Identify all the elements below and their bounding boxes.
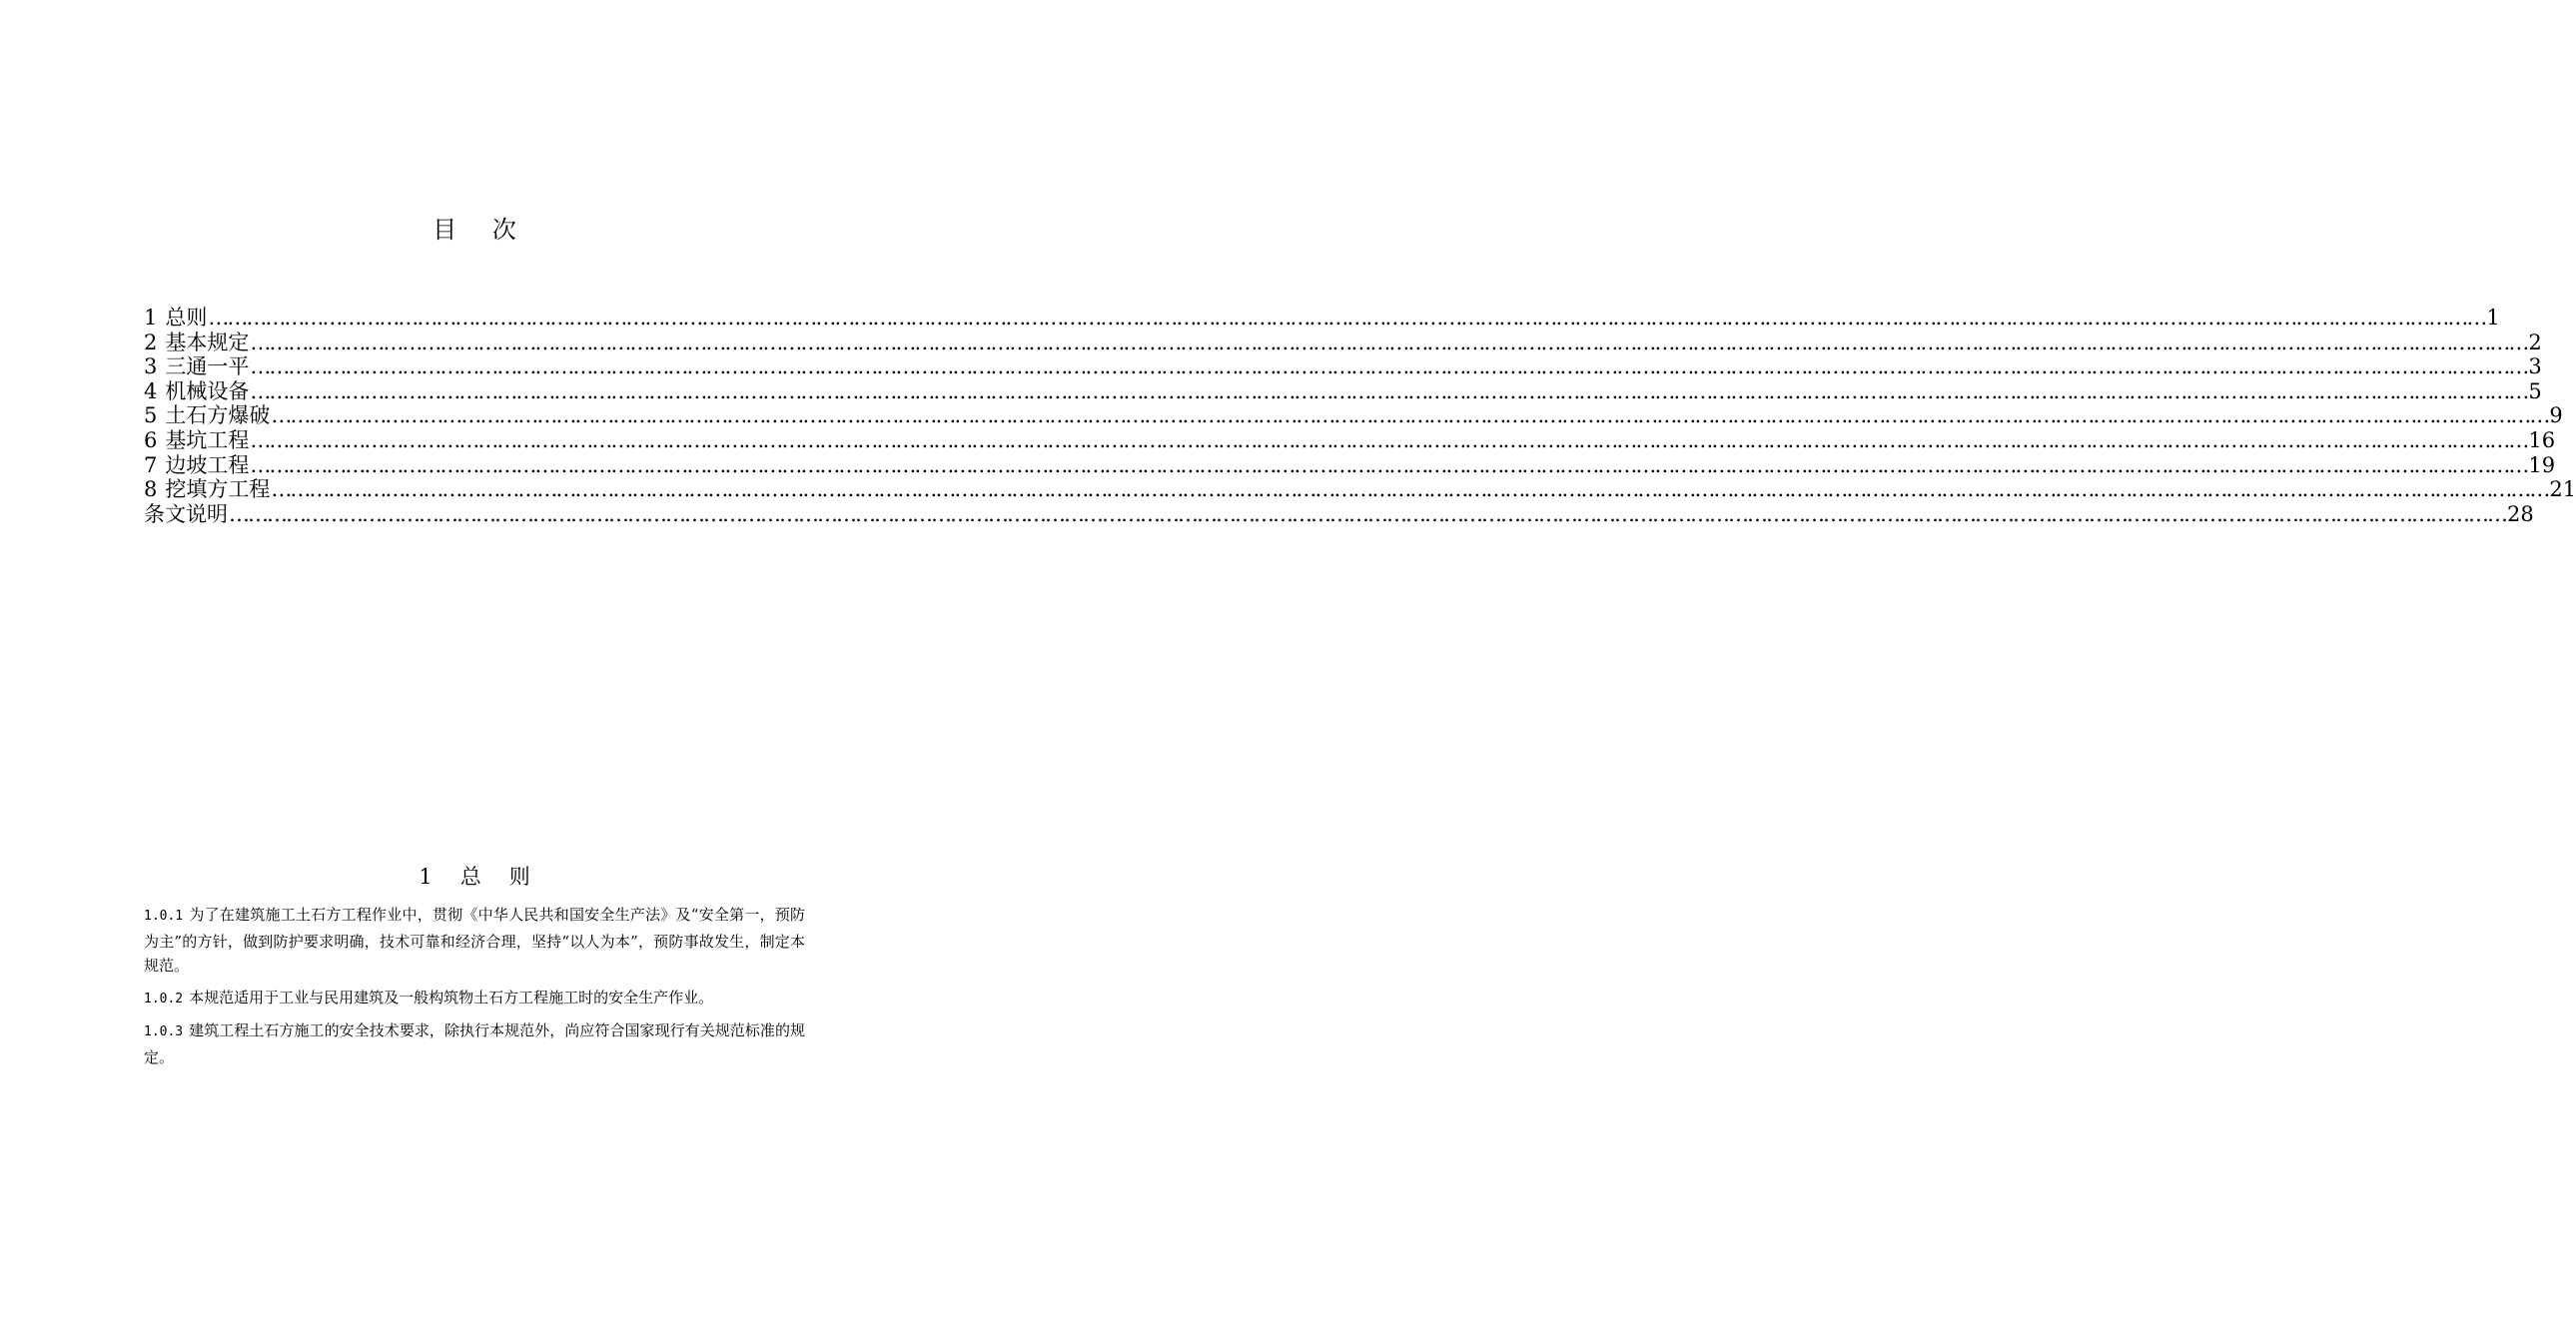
toc-entry-label: 土石方爆破 xyxy=(165,403,271,428)
toc-entry[interactable] xyxy=(144,306,2500,331)
toc-leader-dots: ……………………………………………………………………………………………………………………………………………………………………………………………………………………………………………………………………………………………………………………………… xyxy=(250,452,2528,477)
clause xyxy=(144,1018,805,1069)
toc-entry[interactable] xyxy=(144,330,2542,355)
toc-entry-page: 1 xyxy=(2486,306,2500,330)
toc-leader-dots: ……………………………………………………………………………………………………………………………………………………………………………………………………………………………………………………………………………………………………………………………… xyxy=(229,501,2506,526)
section-heading xyxy=(0,861,949,893)
section-title-char-2: 则 xyxy=(508,865,530,889)
toc-leader-dots: ……………………………………………………………………………………………………………………………………………………………………………………………………………………………………………………………………………………………………………………………… xyxy=(208,306,2486,330)
toc-entry-number: 8 xyxy=(144,477,158,502)
toc-entry-label: 基坑工程 xyxy=(165,427,250,452)
toc-leader-dots: ……………………………………………………………………………………………………………………………………………………………………………………………………………………………………………………………………………………………………………………………… xyxy=(250,427,2528,452)
section-number: 1 xyxy=(419,865,432,889)
toc-leader-dots: ……………………………………………………………………………………………………………………………………………………………………………………………………………………………………………………………………………………………………………………………… xyxy=(271,403,2549,428)
toc-leader-dots: ……………………………………………………………………………………………………………………………………………………………………………………………………………………………………………………………………………………………………………………………… xyxy=(250,354,2528,379)
toc-title: 目 次 xyxy=(432,216,530,244)
toc-entry-page: 21 xyxy=(2549,477,2576,502)
toc-entry-number: 7 xyxy=(144,452,158,477)
toc-entry-number: 3 xyxy=(144,354,158,379)
toc-entry-page: 16 xyxy=(2528,427,2556,452)
toc-entry-page: 2 xyxy=(2528,330,2542,354)
toc-leader-dots: ……………………………………………………………………………………………………………………………………………………………………………………………………………………………………………………………………………………………………………………………… xyxy=(250,378,2528,403)
clause-number: 1.0.3 xyxy=(144,1024,184,1039)
toc-entry-page: 9 xyxy=(2549,403,2563,428)
toc-leader-dots: ……………………………………………………………………………………………………………………………………………………………………………………………………………………………………………………………………………………………………………………………… xyxy=(250,330,2528,354)
toc-entry[interactable] xyxy=(144,452,2556,478)
clause-list xyxy=(144,903,805,1076)
toc-entry-page: 5 xyxy=(2528,378,2542,403)
clause xyxy=(144,986,805,1012)
toc-entry-page: 28 xyxy=(2507,501,2534,526)
clause-text: 为了在建筑施工土石方工程作业中，贯彻《中华人民共和国安全生产法》及“安全第一，预防为主”的方针，做到防护要求明确，技术可靠和经济合理，坚持“以人为本”，预防事故发生，制定本规范。 xyxy=(144,906,805,975)
section-title-char-1: 总 xyxy=(459,865,481,889)
toc-entry[interactable] xyxy=(144,501,2534,527)
clause-number: 1.0.1 xyxy=(144,909,184,924)
toc-entry-number: 4 xyxy=(144,378,158,403)
toc-entry-label: 机械设备 xyxy=(165,378,250,403)
toc-entry-page: 19 xyxy=(2528,452,2556,477)
toc-entry[interactable] xyxy=(144,427,2556,453)
toc-entry-label: 条文说明 xyxy=(144,501,228,526)
toc-entry-number: 5 xyxy=(144,403,158,428)
clause-text: 建筑工程土石方施工的安全技术要求，除执行本规范外，尚应符合国家现行有关规范标准的规定。 xyxy=(144,1021,805,1066)
clause-number: 1.0.2 xyxy=(144,991,184,1006)
toc-entry-label: 边坡工程 xyxy=(165,452,250,477)
toc-entry[interactable] xyxy=(144,403,2563,428)
table-of-contents xyxy=(144,306,2576,526)
toc-entry[interactable] xyxy=(144,354,2542,379)
clause xyxy=(144,903,805,979)
toc-leader-dots: ……………………………………………………………………………………………………………………………………………………………………………………………………………………………………………………………………………………………………………………………… xyxy=(271,477,2549,502)
toc-entry-number: 2 xyxy=(144,330,158,354)
toc-entry-number: 6 xyxy=(144,427,158,452)
toc-entry-label: 挖填方工程 xyxy=(165,477,271,502)
toc-entry-page: 3 xyxy=(2528,354,2542,379)
toc-entry[interactable] xyxy=(144,477,2576,502)
toc-entry-label: 总则 xyxy=(165,306,208,330)
toc-entry-label: 三通一平 xyxy=(165,354,250,379)
toc-entry-number: 1 xyxy=(144,306,158,330)
toc-entry-label: 基本规定 xyxy=(165,330,250,354)
clause-text: 本规范适用于工业与民用建筑及一般构筑物土石方工程施工时的安全生产作业。 xyxy=(189,988,714,1006)
toc-entry[interactable] xyxy=(144,378,2542,404)
